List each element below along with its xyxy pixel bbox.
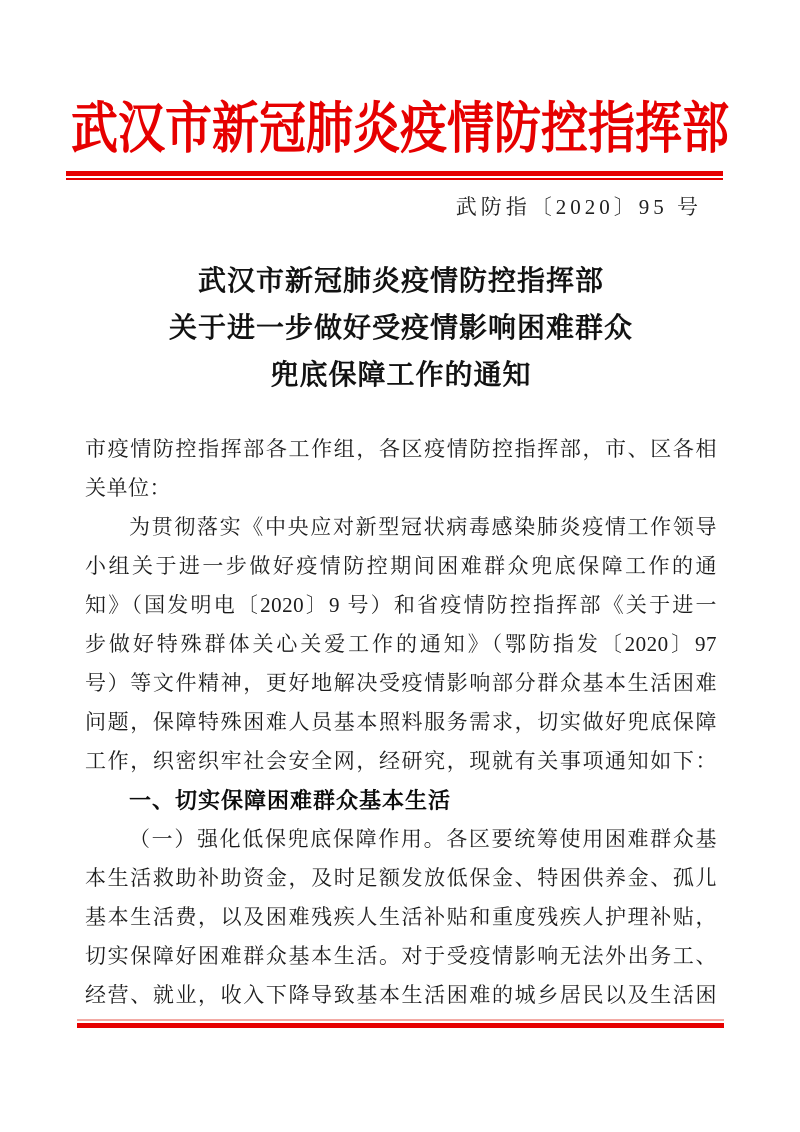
title-line-3: 兜底保障工作的通知 — [270, 360, 532, 391]
footer-divider-thin — [77, 1019, 724, 1021]
body-text-line: （一）强化低保兜底保障作用。各区要统筹使用困难群众基 — [129, 827, 717, 851]
body-text-line: 知》（国发明电〔2020〕9 号）和省疫情防控指挥部《关于进一 — [85, 593, 717, 617]
body-text-line: 号）等文件精神，更好地解决受疫情影响部分群众基本生活困难 — [85, 671, 717, 695]
body-text-line: 市疫情防控指挥部各工作组，各区疫情防控指挥部，市、区各相 — [85, 437, 717, 461]
section-heading: 一、切实保障困难群众基本生活 — [129, 788, 452, 813]
letterhead-divider-thick — [66, 171, 723, 176]
title-line-1: 武汉市新冠肺炎疫情防控指挥部 — [197, 266, 604, 297]
body-text-line: 经营、就业，收入下降导致基本生活困难的城乡居民以及生活困 — [85, 983, 717, 1007]
letterhead-divider-thin — [66, 178, 723, 180]
letterhead-agency-name: 武汉市新冠肺炎疫情防控指挥部 — [71, 99, 729, 161]
body-text-line: 工作，织密织牢社会安全网，经研究，现就有关事项通知如下： — [85, 749, 717, 773]
body-text-line: 切实保障好困难群众基本生活。对于受疫情影响无法外出务工、 — [85, 944, 717, 968]
body-text-line: 步做好特殊群体关心关爱工作的通知》（鄂防指发〔2020〕97 — [85, 632, 717, 656]
title-line-2: 关于进一步做好受疫情影响困难群众 — [168, 313, 633, 344]
body-text-line: 基本生活费，以及困难残疾人生活补贴和重度残疾人护理补贴， — [85, 905, 717, 929]
document-title — [85, 258, 717, 399]
body-text-line: 小组关于进一步做好疫情防控期间困难群众兜底保障工作的通 — [85, 554, 717, 578]
document-number: 武防指〔2020〕95 号 — [455, 195, 702, 219]
body-text-line: 关单位： — [85, 476, 171, 500]
body-text-line: 本生活救助补助资金，及时足额发放低保金、特困供养金、孤儿 — [85, 866, 717, 890]
body-text-line: 为贯彻落实《中央应对新型冠状病毒感染肺炎疫情工作领导 — [129, 515, 717, 539]
body-text-line: 问题，保障特殊困难人员基本照料服务需求，切实做好兜底保障 — [85, 710, 717, 734]
document-body — [85, 430, 717, 1015]
footer-divider-thick — [77, 1023, 724, 1028]
